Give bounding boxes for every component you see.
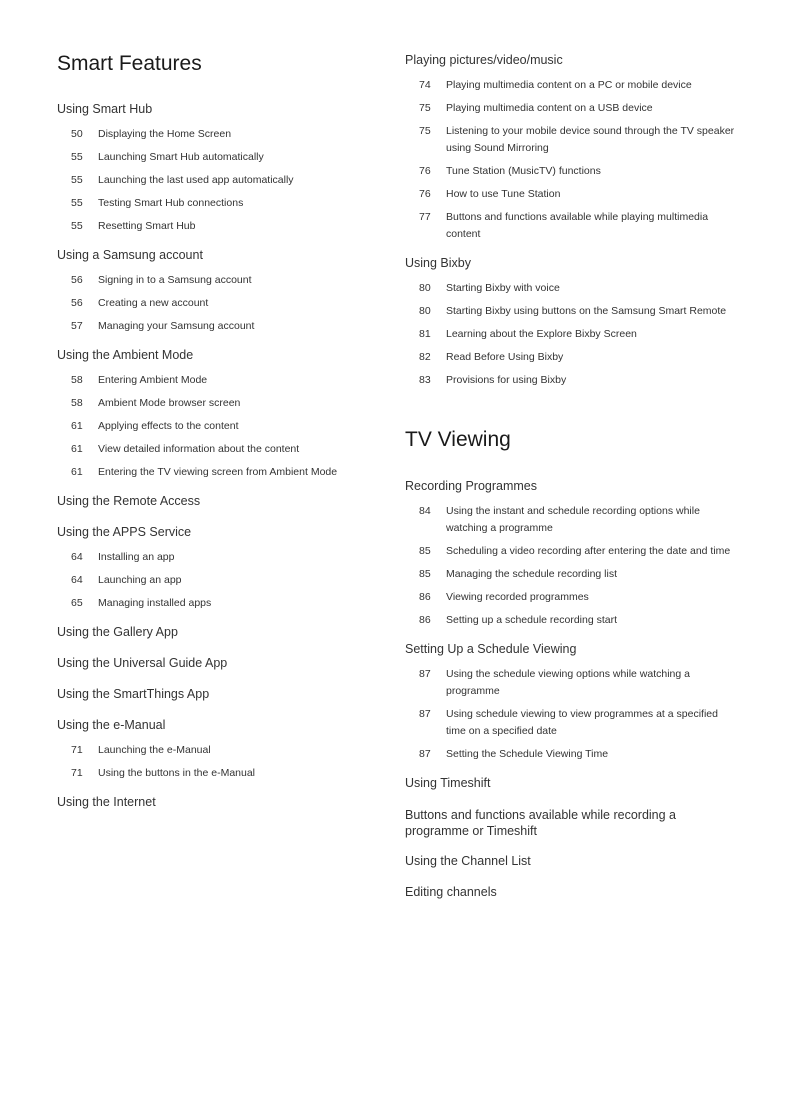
- chapter-title-smart-features: Smart Features: [57, 52, 202, 75]
- toc-entry-text: Entering Ambient Mode: [98, 374, 208, 386]
- toc-entry-text: Applying effects to the content: [98, 420, 239, 432]
- toc-page-number: 74: [419, 79, 431, 91]
- toc-entry-text: Playing multimedia content on a USB device: [446, 102, 653, 114]
- toc-page-number: 83: [419, 374, 431, 386]
- toc-section-title[interactable]: Editing channels: [405, 885, 497, 899]
- toc-page-number: 64: [71, 551, 83, 563]
- toc-section-title[interactable]: Using the APPS Service: [57, 525, 192, 539]
- toc-entry-text: Managing your Samsung account: [98, 320, 255, 332]
- chapter-title-tv-viewing: TV Viewing: [405, 428, 511, 451]
- toc-entry-text: Signing in to a Samsung account: [98, 274, 252, 286]
- toc-page-number: 55: [71, 197, 83, 209]
- toc-entry-text: Buttons and functions available while playing multimedia content: [446, 211, 709, 240]
- toc-section-title[interactable]: Using the Internet: [57, 795, 156, 809]
- toc-page-number: 58: [71, 374, 83, 386]
- toc-entry-text: Installing an app: [98, 551, 175, 563]
- toc-section-title[interactable]: Using a Samsung account: [57, 248, 203, 262]
- toc-entry-text: Scheduling a video recording after entering the date and time: [446, 545, 731, 557]
- toc-entry-text: Launching the e-Manual: [98, 744, 211, 756]
- toc-section-title[interactable]: Using Timeshift: [405, 776, 491, 790]
- toc-page-number: 55: [71, 220, 83, 232]
- toc-entry-text: Listening to your mobile device sound through the TV speaker using Sound Mirroring: [446, 125, 735, 154]
- toc-section-title[interactable]: Buttons and functions available while recording a programme or Timeshift: [405, 808, 677, 838]
- toc-page-number: 55: [71, 151, 83, 163]
- toc-section-title[interactable]: Using the e-Manual: [57, 718, 166, 732]
- toc-section-title[interactable]: Using the Gallery App: [57, 625, 178, 639]
- toc-entry-text: Using schedule viewing to view programmes at a specified time on a specified date: [446, 708, 718, 737]
- toc-entry-text: Learning about the Explore Bixby Screen: [446, 328, 637, 340]
- toc-page-number: 80: [419, 305, 431, 317]
- toc-page-number: 82: [419, 351, 431, 363]
- toc-entry-text: How to use Tune Station: [446, 188, 561, 200]
- toc-entry-text: Ambient Mode browser screen: [98, 397, 241, 409]
- toc-section-title[interactable]: Using the SmartThings App: [57, 687, 210, 701]
- toc-section-title[interactable]: Setting Up a Schedule Viewing: [405, 642, 577, 656]
- toc-entry-text: Entering the TV viewing screen from Ambient Mode: [98, 466, 338, 478]
- toc-page-number: 80: [419, 282, 431, 294]
- toc-page-number: 64: [71, 574, 83, 586]
- toc-entry-text: Managing installed apps: [98, 597, 212, 609]
- toc-section-title[interactable]: Using the Channel List: [405, 854, 531, 868]
- toc-page-number: 50: [71, 128, 83, 140]
- toc-entry-text: Displaying the Home Screen: [98, 128, 232, 140]
- toc-page-number: 87: [419, 748, 431, 760]
- toc-page-number: 85: [419, 568, 431, 580]
- toc-page-number: 87: [419, 708, 431, 720]
- toc-section-title[interactable]: Using the Ambient Mode: [57, 348, 194, 362]
- toc-page-number: 75: [419, 102, 431, 114]
- toc-entry-text: Playing multimedia content on a PC or mobile device: [446, 79, 692, 91]
- toc-page-number: 76: [419, 165, 431, 177]
- toc-entry-text: Launching the last used app automatically: [98, 174, 294, 186]
- toc-section-title[interactable]: Using the Remote Access: [57, 494, 201, 508]
- toc-section-title[interactable]: Using Smart Hub: [57, 102, 153, 116]
- toc-page-number: 58: [71, 397, 83, 409]
- toc-entry-text: Testing Smart Hub connections: [98, 197, 244, 209]
- toc-section-title[interactable]: Playing pictures/video/music: [405, 53, 563, 67]
- toc-page-number: 56: [71, 297, 83, 309]
- toc-entry-text: Using the instant and schedule recording options while watching a programme: [446, 505, 700, 534]
- toc-page-number: 61: [71, 443, 83, 455]
- toc-page-number: 84: [419, 505, 431, 517]
- toc-page-number: 56: [71, 274, 83, 286]
- toc-page-number: 87: [419, 668, 431, 680]
- toc-entry-text: Using the buttons in the e-Manual: [98, 767, 256, 779]
- toc-entry-text: Launching an app: [98, 574, 182, 586]
- toc-page-number: 81: [419, 328, 431, 340]
- toc-page-number: 86: [419, 614, 431, 626]
- toc-entry-text: Setting the Schedule Viewing Time: [446, 748, 609, 760]
- toc-entry-text: Using the schedule viewing options while watching a programme: [446, 668, 690, 697]
- toc-entry-text: Creating a new account: [98, 297, 209, 309]
- toc-section-title[interactable]: Using the Universal Guide App: [57, 656, 228, 670]
- toc-entry-text: Setting up a schedule recording start: [446, 614, 618, 626]
- toc-entry-text: Starting Bixby with voice: [446, 282, 560, 294]
- toc-page-number: 61: [71, 466, 83, 478]
- toc-page-number: 71: [71, 744, 83, 756]
- toc-entry-text: Tune Station (MusicTV) functions: [446, 165, 601, 177]
- toc-section-title[interactable]: Recording Programmes: [405, 479, 537, 493]
- toc-page-number: 61: [71, 420, 83, 432]
- toc-entry-text: Viewing recorded programmes: [446, 591, 589, 603]
- toc-page-number: 71: [71, 767, 83, 779]
- toc-entry-text: Starting Bixby using buttons on the Samsung Smart Remote: [446, 305, 727, 317]
- toc-page-number: 76: [419, 188, 431, 200]
- toc-page-number: 55: [71, 174, 83, 186]
- toc-page-number: 65: [71, 597, 83, 609]
- toc-section-title[interactable]: Using Bixby: [405, 256, 471, 270]
- toc-entry-text: Read Before Using Bixby: [446, 351, 564, 363]
- toc-page-number: 57: [71, 320, 83, 332]
- toc-entry-text: Launching Smart Hub automatically: [98, 151, 264, 163]
- toc-page-number: 85: [419, 545, 431, 557]
- toc-page-number: 86: [419, 591, 431, 603]
- toc-page-number: 77: [419, 211, 431, 223]
- toc-entry-text: Managing the schedule recording list: [446, 568, 618, 580]
- toc-entry-text: Provisions for using Bixby: [446, 374, 567, 386]
- toc-entry-text: View detailed information about the content: [98, 443, 300, 455]
- toc-entry-text: Resetting Smart Hub: [98, 220, 196, 232]
- toc-page-number: 75: [419, 125, 431, 137]
